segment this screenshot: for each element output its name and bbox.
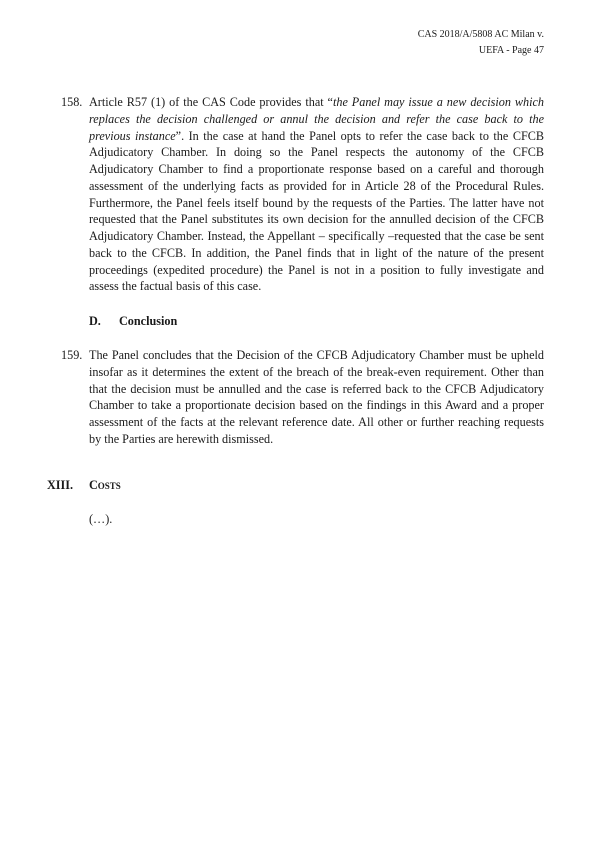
header-page-number: UEFA - Page 47	[478, 45, 544, 56]
section-title: Costs	[89, 478, 121, 492]
paragraph-text-post: ”. In the case at hand the Panel opts to refer the case back to the CFCB Adjudicatory Chamber. In doing so the Panel respects the autonomy of the CFCB Adjudicatory Chamber to find a proportionate response based on a careful and thorough assessment of the underlying facts as provided for in Article 28 of the Procedural Rules. Furthermore, the Panel feels itself bound by the requests of the Parties. The latter have not requested that the Panel substitutes its own decision for the annulled decision of the CFCB Adjudicatory Chamber. Instead, the Appellant – specifically –requested that the case be sent back to the CFCB. In addition, the Panel finds that in light of the nature of the present proceedings (expedited procedure) the Panel is not in a position to fully investigate and assess the factual basis of this case.	[89, 128, 544, 294]
subheading-conclusion	[89, 314, 177, 329]
paragraph-number: 158.	[61, 95, 83, 109]
header-case-reference: CAS 2018/A/5808 AC Milan v.	[417, 29, 544, 40]
paragraph-text-pre: Article R57 (1) of the CAS Code provides that “	[89, 95, 333, 109]
subheading-letter: D.	[89, 314, 101, 328]
paragraph-body	[89, 94, 544, 295]
paragraph-159	[61, 347, 544, 448]
paragraph-quote-italic: the Panel may issue a new decision which replaces the decision challenged or annul the decision and refer the case back to the previous instance	[89, 95, 545, 143]
section-heading-costs	[47, 478, 121, 493]
page-header	[418, 27, 544, 59]
subheading-title: Conclusion	[119, 314, 178, 328]
paragraph-body: The Panel concludes that the Decision of the CFCB Adjudicatory Chamber must be upheld insofar as it determines the extent of the breach of the break-even requirement. Other than that the decision must be annulled and the case is referred back to the CFCB Adjudicatory Chamber to take a proportionate decision based on the findings in this Award and a proper assessment of the facts at the relevant reference date. All other or further reaching requests by the Parties are herewith dismissed.	[89, 348, 544, 446]
omitted-text-marker: (…).	[89, 512, 113, 526]
paragraph-number: 159.	[61, 348, 83, 362]
paragraph-158	[61, 94, 544, 295]
section-number: XIII.	[47, 478, 74, 492]
